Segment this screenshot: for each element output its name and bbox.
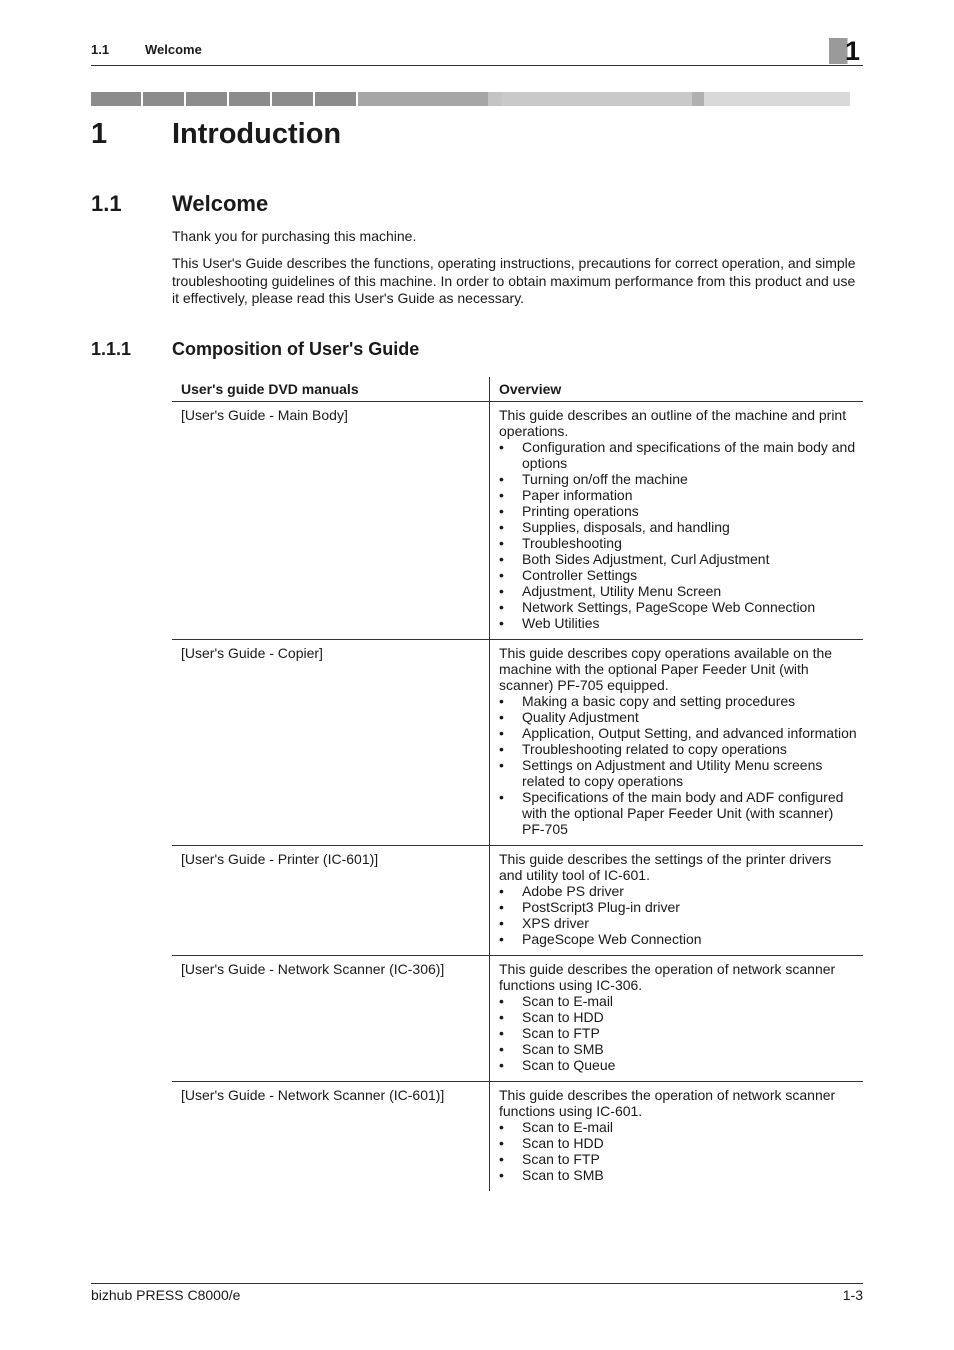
list-item bbox=[499, 1041, 857, 1057]
table-cell-overview bbox=[490, 956, 863, 1081]
chapter-tab bbox=[829, 38, 863, 64]
list-item bbox=[499, 1009, 857, 1025]
subsection-number: 1.1.1 bbox=[91, 339, 132, 359]
list-item bbox=[499, 1025, 857, 1041]
list-item-text: Quality Adjustment bbox=[522, 709, 639, 725]
table-header-row bbox=[172, 377, 863, 401]
list-item-text: Troubleshooting related to copy operations bbox=[522, 741, 787, 757]
chapter-tab-number: 1 bbox=[844, 36, 860, 66]
overview-intro: This guide describes the operation of network scanner functions using IC-601. bbox=[499, 1087, 836, 1119]
table-cell-manual: [User's Guide - Printer (IC-601)] bbox=[172, 846, 490, 955]
list-item-text: Settings on Adjustment and Utility Menu screens related to copy operations bbox=[522, 757, 823, 789]
list-item bbox=[499, 993, 857, 1009]
list-item-text: Adjustment, Utility Menu Screen bbox=[522, 583, 722, 599]
bullet-icon: • bbox=[499, 471, 504, 487]
list-item bbox=[499, 1135, 857, 1151]
list-item bbox=[499, 615, 857, 631]
table-cell-overview bbox=[490, 846, 863, 955]
table-cell-overview bbox=[490, 640, 863, 845]
list-item-text: Scan to E-mail bbox=[522, 993, 614, 1009]
list-item-text: Supplies, disposals, and handling bbox=[522, 519, 730, 535]
bullet-icon: • bbox=[499, 599, 504, 615]
bullet-icon: • bbox=[499, 551, 504, 567]
list-item bbox=[499, 915, 857, 931]
bullet-icon: • bbox=[499, 1167, 504, 1183]
list-item-text: Configuration and specifications of the main body and options bbox=[522, 439, 856, 471]
bullet-icon: • bbox=[499, 615, 504, 631]
bullet-icon: • bbox=[499, 883, 504, 899]
list-item-text: Application, Output Setting, and advanced information bbox=[522, 725, 857, 741]
welcome-paragraph-2: This User's Guide describes the functions, operating instructions, precautions for correct operation, and simple troubleshooting guidelines of this machine. In order to obtain maximum performance from this product and use it effectively, please read this User's Guide as necessary. bbox=[172, 255, 856, 306]
table-cell-overview bbox=[490, 402, 863, 639]
list-item bbox=[499, 487, 857, 503]
bullet-icon: • bbox=[499, 1135, 504, 1151]
list-item bbox=[499, 931, 857, 947]
list-item-text: Scan to HDD bbox=[522, 1135, 604, 1151]
list-item bbox=[499, 567, 857, 583]
list-item bbox=[499, 1057, 857, 1073]
list-item-text: Paper information bbox=[522, 487, 633, 503]
list-item-text: Both Sides Adjustment, Curl Adjustment bbox=[522, 551, 770, 567]
list-item bbox=[499, 883, 857, 899]
list-item-text: PostScript3 Plug-in driver bbox=[522, 899, 680, 915]
table-header-overview: Overview bbox=[499, 381, 562, 397]
bullet-icon: • bbox=[499, 899, 504, 915]
welcome-paragraph-1: Thank you for purchasing this machine. bbox=[172, 228, 417, 244]
table-cell-manual: [User's Guide - Main Body] bbox=[172, 402, 490, 639]
bullet-icon: • bbox=[499, 1057, 504, 1073]
bullet-icon: • bbox=[499, 693, 504, 709]
list-item-text: Adobe PS driver bbox=[522, 883, 624, 899]
table-cell-manual: [User's Guide - Copier] bbox=[172, 640, 490, 845]
list-item bbox=[499, 693, 857, 709]
bullet-icon: • bbox=[499, 931, 504, 947]
bullet-icon: • bbox=[499, 1151, 504, 1167]
bullet-icon: • bbox=[499, 1025, 504, 1041]
bullet-icon: • bbox=[499, 567, 504, 583]
list-item bbox=[499, 439, 857, 471]
list-item bbox=[499, 899, 857, 915]
table-row bbox=[172, 1081, 863, 1191]
list-item-text: Network Settings, PageScope Web Connection bbox=[522, 599, 816, 615]
bullet-icon: • bbox=[499, 725, 504, 741]
bullet-icon: • bbox=[499, 1041, 504, 1057]
chapter-title: Introduction bbox=[172, 118, 342, 150]
bullet-icon: • bbox=[499, 535, 504, 551]
list-item-text: Making a basic copy and setting procedures bbox=[522, 693, 796, 709]
table-cell-overview bbox=[490, 1082, 863, 1191]
list-item bbox=[499, 519, 857, 535]
list-item-text: PageScope Web Connection bbox=[522, 931, 702, 947]
list-item bbox=[499, 1119, 857, 1135]
footer-rule bbox=[91, 1283, 863, 1284]
table-row bbox=[172, 401, 863, 639]
footer-page-number: 1-3 bbox=[842, 1287, 863, 1303]
list-item-text: Printing operations bbox=[522, 503, 639, 519]
bullet-icon: • bbox=[499, 487, 504, 503]
table-cell-manual: [User's Guide - Network Scanner (IC-306)] bbox=[172, 956, 490, 1081]
list-item bbox=[499, 789, 857, 837]
list-item bbox=[499, 471, 857, 487]
table-row bbox=[172, 845, 863, 955]
list-item bbox=[499, 599, 857, 615]
list-item-text: Scan to FTP bbox=[522, 1151, 600, 1167]
list-item bbox=[499, 725, 857, 741]
bullet-icon: • bbox=[499, 709, 504, 725]
table-row bbox=[172, 639, 863, 845]
bullet-icon: • bbox=[499, 1119, 504, 1135]
bullet-icon: • bbox=[499, 789, 504, 805]
list-item-text: Scan to E-mail bbox=[522, 1119, 614, 1135]
list-item-text: Specifications of the main body and ADF configured with the optional Paper Feeder Unit (with scanner) PF-705 bbox=[522, 789, 844, 837]
bullet-icon: • bbox=[499, 583, 504, 599]
decorative-band bbox=[91, 92, 863, 106]
list-item bbox=[499, 1167, 857, 1183]
bullet-icon: • bbox=[499, 519, 504, 535]
list-item-text: Scan to SMB bbox=[522, 1041, 604, 1057]
header-rule bbox=[91, 65, 863, 66]
section-title: Welcome bbox=[172, 191, 269, 216]
header-section-number: 1.1 bbox=[91, 42, 110, 57]
list-item-text: Troubleshooting bbox=[522, 535, 622, 551]
section-number: 1.1 bbox=[91, 191, 122, 216]
list-item bbox=[499, 583, 857, 599]
overview-intro: This guide describes the settings of the printer drivers and utility tool of IC-601. bbox=[499, 851, 832, 883]
bullet-icon: • bbox=[499, 503, 504, 519]
table-body bbox=[172, 401, 863, 1191]
footer-product-name: bizhub PRESS C8000/e bbox=[91, 1287, 241, 1303]
list-item bbox=[499, 709, 857, 725]
bullet-icon: • bbox=[499, 757, 504, 773]
bullet-icon: • bbox=[499, 741, 504, 757]
table-row bbox=[172, 955, 863, 1081]
overview-intro: This guide describes the operation of network scanner functions using IC-306. bbox=[499, 961, 836, 993]
bullet-icon: • bbox=[499, 993, 504, 1009]
list-item-text: Web Utilities bbox=[522, 615, 600, 631]
bullet-icon: • bbox=[499, 915, 504, 931]
list-item bbox=[499, 1151, 857, 1167]
table-header-manuals: User's guide DVD manuals bbox=[172, 377, 490, 401]
list-item bbox=[499, 551, 857, 567]
overview-intro: This guide describes an outline of the machine and print operations. bbox=[499, 407, 847, 439]
table-cell-manual: [User's Guide - Network Scanner (IC-601)] bbox=[172, 1082, 490, 1191]
list-item-text: Turning on/off the machine bbox=[522, 471, 688, 487]
subsection-title: Composition of User's Guide bbox=[172, 339, 420, 359]
users-guide-table bbox=[172, 377, 863, 1191]
list-item-text: Scan to SMB bbox=[522, 1167, 604, 1183]
list-item-text: Controller Settings bbox=[522, 567, 638, 583]
list-item-text: Scan to Queue bbox=[522, 1057, 616, 1073]
list-item-text: XPS driver bbox=[522, 915, 589, 931]
bullet-icon: • bbox=[499, 439, 504, 455]
header-section-title: Welcome bbox=[145, 42, 202, 57]
list-item bbox=[499, 535, 857, 551]
list-item bbox=[499, 503, 857, 519]
list-item-text: Scan to FTP bbox=[522, 1025, 600, 1041]
list-item-text: Scan to HDD bbox=[522, 1009, 604, 1025]
overview-intro: This guide describes copy operations available on the machine with the optional Paper Feeder Unit (with scanner) PF-705 equipped. bbox=[499, 645, 833, 693]
bullet-icon: • bbox=[499, 1009, 504, 1025]
list-item bbox=[499, 741, 857, 757]
list-item bbox=[499, 757, 857, 789]
chapter-number: 1 bbox=[91, 118, 108, 150]
